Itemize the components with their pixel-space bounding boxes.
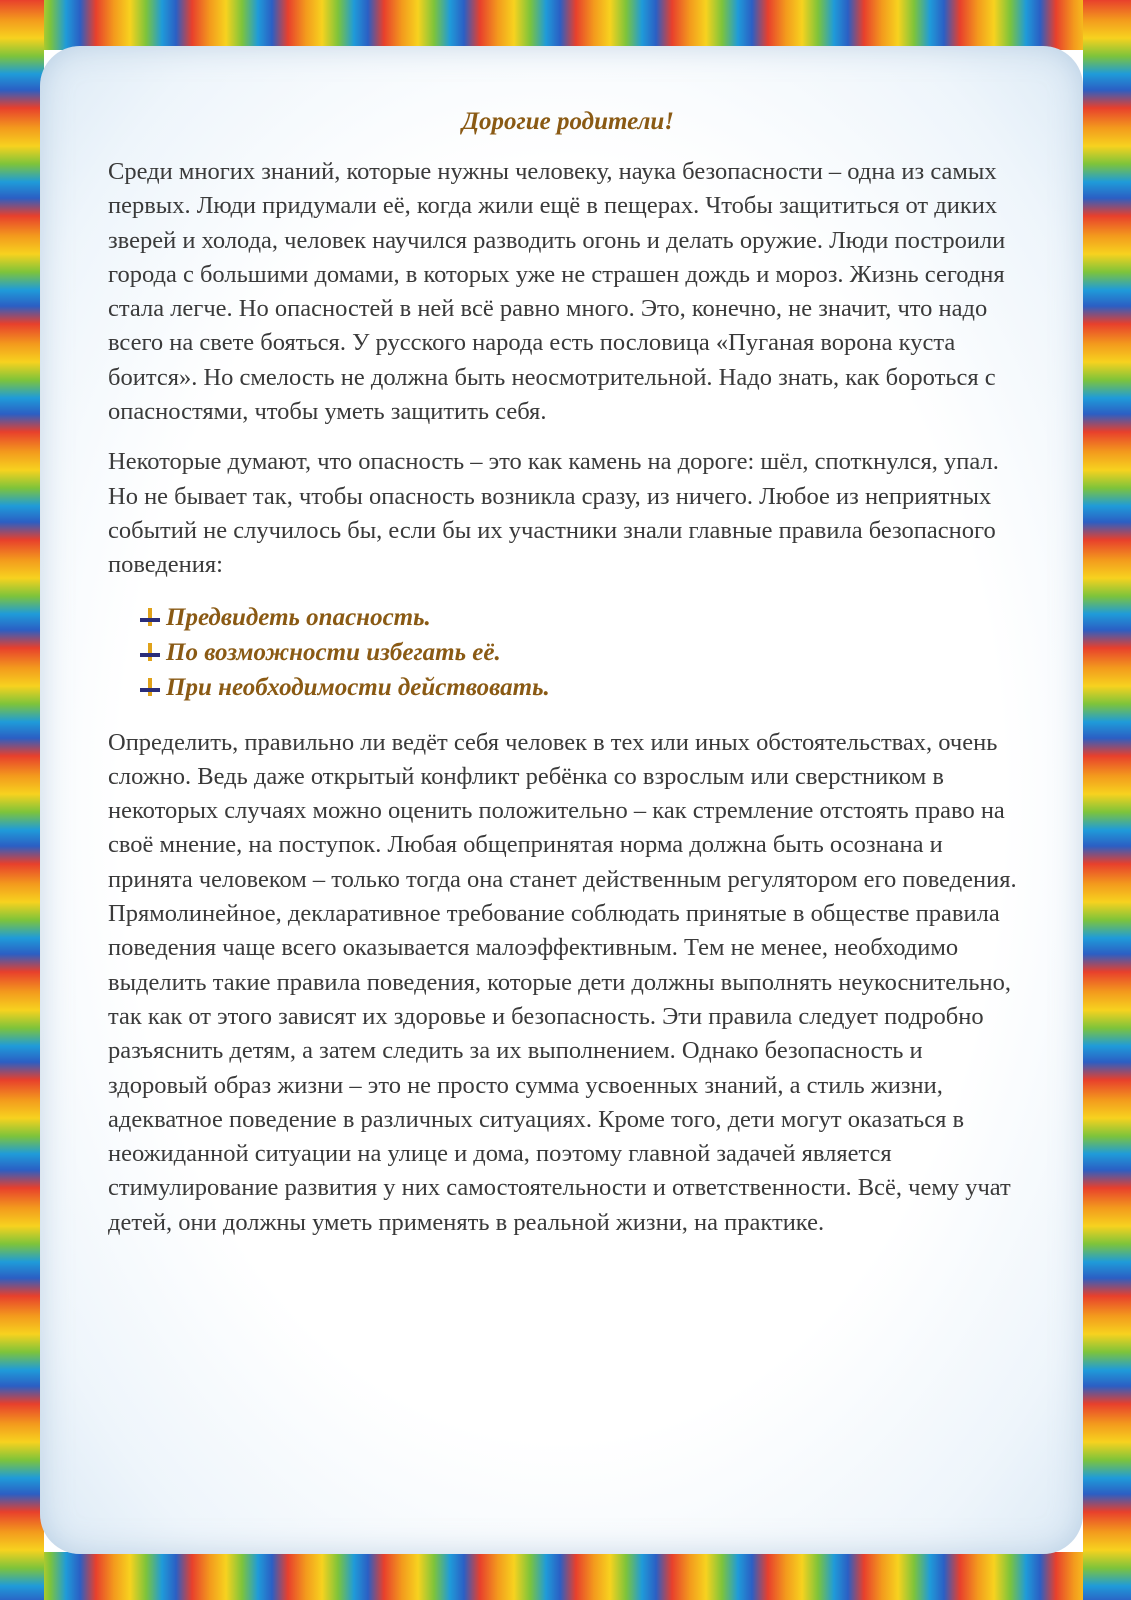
rule-text: Предвидеть опасность. bbox=[166, 603, 431, 631]
list-item bbox=[138, 671, 1028, 706]
bullet-cross-icon bbox=[138, 676, 162, 700]
border-left bbox=[0, 0, 44, 1600]
border-right bbox=[1083, 0, 1131, 1600]
list-item bbox=[138, 636, 1028, 671]
rule-text: По возможности избегать её. bbox=[166, 638, 501, 666]
paragraph-danger: Некоторые думают, что опасность – это как камень на дороге: шёл, споткнулся, упал. Но не бывает так, чтобы опасность возникла сразу, из ничего. Любое из неприятных событий не случилось бы, если бы их участники знали главные правила безопасного поведения: bbox=[108, 448, 999, 579]
page-title: Дорогие родители! bbox=[461, 108, 675, 135]
bullet-cross-icon bbox=[138, 641, 162, 665]
letter-content bbox=[108, 105, 1028, 1256]
bullet-cross-icon bbox=[138, 606, 162, 630]
border-top bbox=[0, 0, 1131, 50]
rules-list bbox=[138, 601, 1028, 706]
rule-text: При необходимости действовать. bbox=[166, 673, 550, 701]
list-item bbox=[138, 601, 1028, 636]
paragraph-intro: Среди многих знаний, которые нужны человеку, наука безопасности – одна из самых первых. Люди придумали её, когда жили ещё в пещерах. Чтобы защититься от диких зверей и холода, человек научился разводить огонь и делать оружие. Люди построили города с большими домами, в которых уже не страшен дождь и мороз. Жизнь сегодня стала легче. Но опасностей в ней всё равно много. Это, конечно, не значит, что надо всего на свете бояться. У русского народа есть пословица «Пуганая ворона куста боится». Но смелость не должна быть неосмотрительной. Надо знать, как бороться с опасностями, чтобы уметь защитить себя. bbox=[108, 158, 1006, 426]
border-bottom bbox=[0, 1552, 1131, 1600]
paragraph-closing: Определить, правильно ли ведёт себя человек в тех или иных обстоятельствах, очень сложно. Ведь даже открытый конфликт ребёнка со взрослым или сверстником в некоторых случаях можно оценить положительно – как стремление отстоять право на своё мнение, на поступок. Любая общепринятая норма должна быть осознана и принята человеком – только тогда она станет действенным регулятором его поведения. Прямолинейное, декларативное требование соблюдать принятые в обществе правила поведения чаще всего оказывается малоэффективным. Тем не менее, необходимо выделить такие правила поведения, которые дети должны выполнять неукоснительно, так как от этого зависят их здоровье и безопасность. Эти правила следует подробно разъяснить детям, а затем следить за их выполнением. Однако безопасность и здоровый образ жизни – это не просто сумма усвоенных знаний, а стиль жизни, адекватное поведение в различных ситуациях. Кроме того, дети могут оказаться в неожиданной ситуации на улице и дома, поэтому главной задачей является стимулирование развития у них самостоятельности и ответственности. Всё, чему учат детей, они должны уметь применять в реальной жизни, на практике. bbox=[108, 728, 1017, 1236]
